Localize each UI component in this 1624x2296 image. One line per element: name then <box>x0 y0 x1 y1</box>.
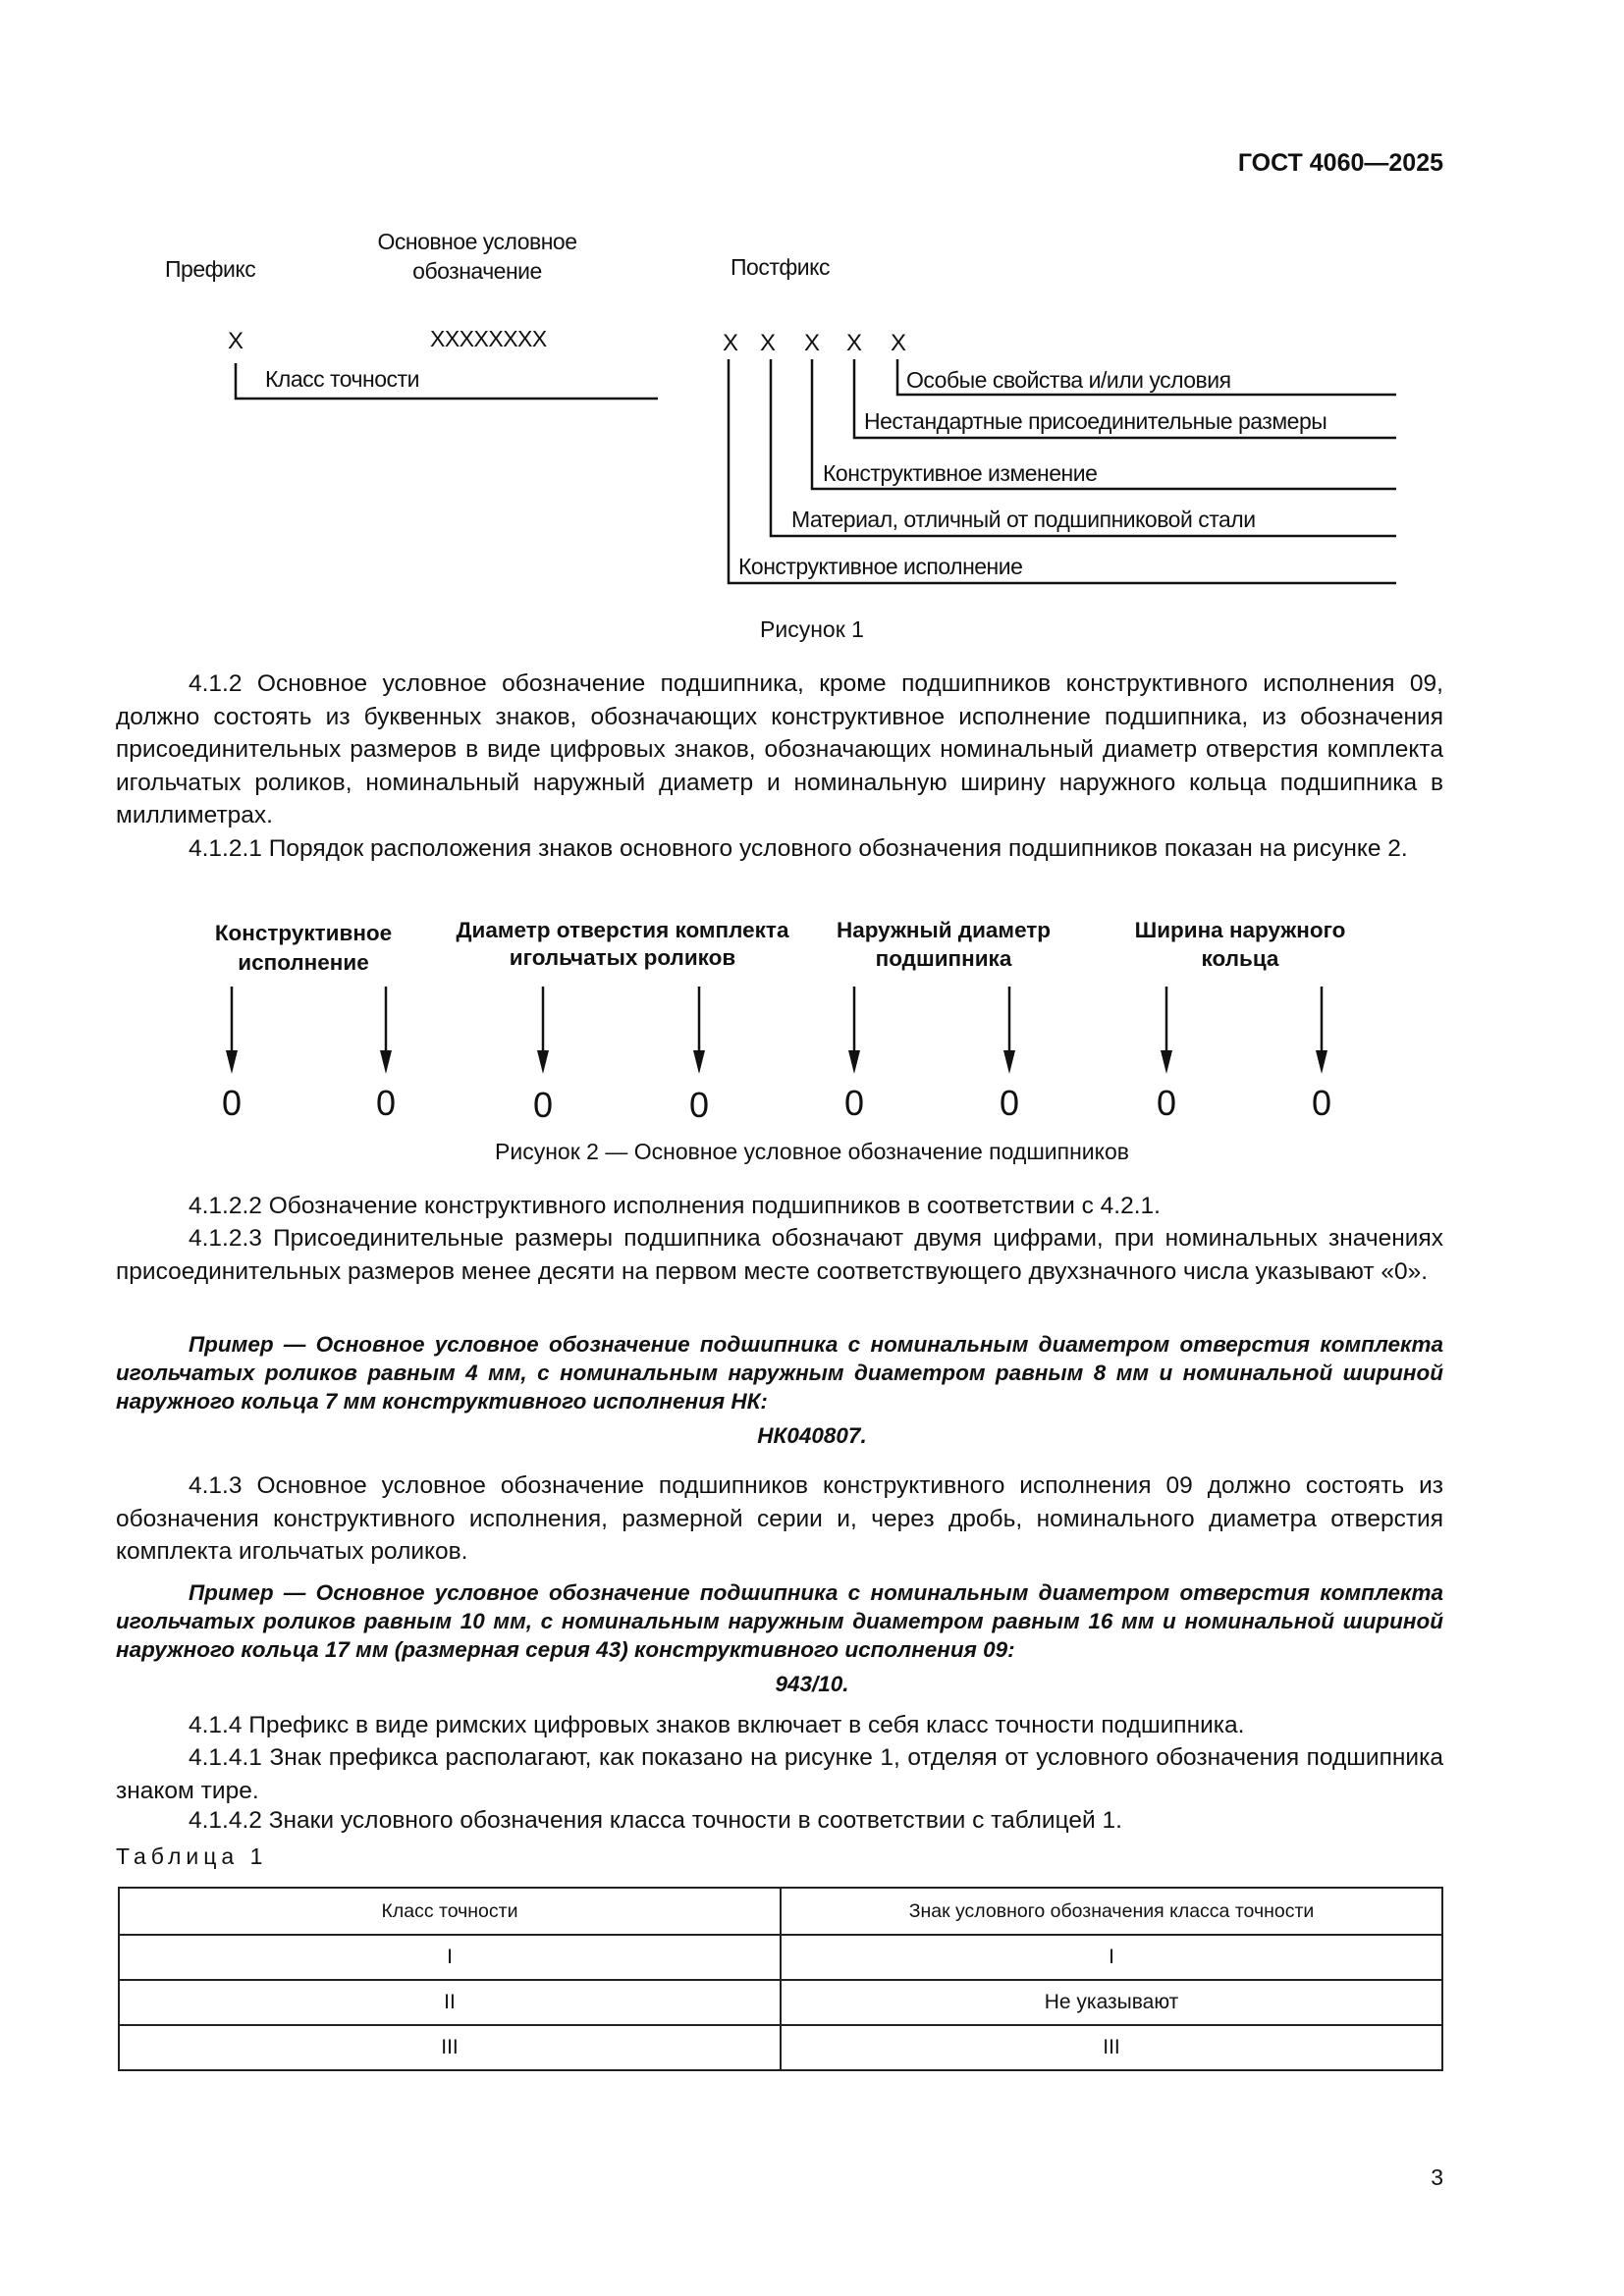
digit-4: 0 <box>688 1085 710 1125</box>
digit-6: 0 <box>999 1083 1020 1123</box>
table-row <box>119 2025 1442 2070</box>
example-1-code: НК040807. <box>757 1423 867 1448</box>
table-cell: III <box>781 2025 1442 2070</box>
postfix-label-4: Материал, отличный от подшипниковой стали <box>791 507 1256 532</box>
digit-5: 0 <box>843 1083 865 1123</box>
group-4-label-line1: Ширина наружного <box>1134 918 1346 942</box>
main-title-line1: Основное условное <box>377 229 577 254</box>
table-row <box>119 1980 1442 2025</box>
postfix-label-2: Нестандартные присоединительные размеры <box>864 408 1327 434</box>
example-2: Пример — Основное условное обозначение подшипника с номинальным диаметром отверстия комплекта игольчатых роликов равным 10 мм, с номинальным наружным диаметром равным 16 мм и номинальной шириной наружного кольца 17 мм (размерная серия 43) конструктивного исполнения 09: <box>116 1580 1443 1662</box>
group-1-label-line1: Конструктивное <box>214 921 393 945</box>
figure-1-caption: Рисунок 1 <box>760 616 864 642</box>
group-1-label-line2: исполнение <box>238 950 369 975</box>
table-header-row <box>119 1888 1442 1935</box>
table-cell: Не указывают <box>781 1980 1442 2025</box>
table-cell: I <box>781 1935 1442 1980</box>
arrow-head-2 <box>380 1050 392 1074</box>
arrow-head-1 <box>226 1050 238 1074</box>
paragraph-4-1-4-2: 4.1.4.2 Знаки условного обозначения класса точности в соответствии с таблицей 1. <box>189 1807 1122 1834</box>
example-2-code: 943/10. <box>775 1672 849 1696</box>
group-4-label-line2: кольца <box>1201 946 1279 971</box>
table-cell: II <box>119 1980 781 2025</box>
table-1-caption: Таблица 1 <box>116 1843 268 1869</box>
main-mark: ХХХХХХХХ <box>430 326 547 351</box>
postfix-mark-2: Х <box>760 330 776 356</box>
table-header-cell: Класс точности <box>119 1888 781 1935</box>
postfix-label-1: Особые свойства и/или условия <box>906 367 1231 393</box>
arrow-head-6 <box>1003 1050 1015 1074</box>
group-3-label-line2: подшипника <box>875 946 1012 971</box>
postfix-label-5: Конструктивное исполнение <box>738 554 1023 579</box>
group-2-label-line1: Диаметр отверстия комплекта <box>456 918 789 942</box>
postfix-mark-4: Х <box>846 330 862 356</box>
paragraph-4-1-2-1: 4.1.2.1 Порядок расположения знаков основного условного обозначения подшипников показан на рисунке 2. <box>189 835 1408 862</box>
arrow-head-5 <box>848 1050 860 1074</box>
table-row <box>119 1935 1442 1980</box>
table-cell: I <box>119 1935 781 1980</box>
group-3-label-line1: Наружный диаметр <box>836 918 1052 942</box>
paragraph-4-1-4-1: 4.1.4.1 Знак префикса располагают, как показано на рисунке 1, отделяя от условного обозначения подшипника знаком тире. <box>116 1744 1443 1804</box>
main-title-line2: обозначение <box>412 258 542 284</box>
prefix-title: Префикс <box>165 256 256 282</box>
postfix-label-3: Конструктивное изменение <box>823 460 1098 486</box>
standard-header: ГОСТ 4060—2025 <box>1237 149 1443 177</box>
digit-8: 0 <box>1311 1083 1332 1123</box>
table-header-cell: Знак условного обозначения класса точности <box>781 1888 1442 1935</box>
accuracy-class-label: Класс точности <box>265 366 419 392</box>
paragraph-4-1-2-2: 4.1.2.2 Обозначение конструктивного исполнения подшипников в соответствии с 4.2.1. <box>189 1193 1161 1219</box>
postfix-mark-1: Х <box>723 330 738 356</box>
digit-1: 0 <box>221 1083 243 1123</box>
table-1 <box>118 1887 1443 2071</box>
paragraph-4-1-2-3: 4.1.2.3 Присоединительные размеры подшипника обозначают двумя цифрами, при номинальных значениях присоединительных размеров менее десяти на первом месте соответствующего двухзначного числа указывают «0». <box>116 1225 1443 1285</box>
figure-2-caption: Рисунок 2 — Основное условное обозначение подшипников <box>495 1139 1129 1164</box>
group-2-label-line2: игольчатых роликов <box>509 945 736 970</box>
postfix-mark-3: Х <box>804 330 820 356</box>
arrow-head-7 <box>1161 1050 1172 1074</box>
prefix-mark: Х <box>228 328 244 354</box>
digit-7: 0 <box>1156 1083 1177 1123</box>
digit-2: 0 <box>375 1083 397 1123</box>
paragraph-4-1-2: 4.1.2 Основное условное обозначение подшипника, кроме подшипников конструктивного исполнения 09, должно состоять из буквенных знаков, обозначающих конструктивное исполнение подшипника, из обозначения присоединительных размеров в виде цифровых знаков, обозначающих номинальный диаметр отверстия комплекта игольчатых роликов, номинальный наружный диаметр и номинальную ширину наружного кольца подшипника в миллиметрах. <box>116 670 1443 828</box>
table-cell: III <box>119 2025 781 2070</box>
paragraph-4-1-4: 4.1.4 Префикс в виде римских цифровых знаков включает в себя класс точности подшипника. <box>189 1712 1245 1738</box>
arrow-head-3 <box>537 1050 549 1074</box>
paragraph-4-1-3: 4.1.3 Основное условное обозначение подшипников конструктивного исполнения 09 должно состоять из обозначения конструктивного исполнения, размерной серии и, через дробь, номинального диаметра отверстия комплекта игольчатых роликов. <box>116 1472 1443 1565</box>
page-number: 3 <box>1431 2164 1443 2190</box>
arrow-head-4 <box>693 1050 705 1074</box>
digit-3: 0 <box>532 1085 554 1125</box>
postfix-mark-5: Х <box>891 330 906 356</box>
arrow-head-8 <box>1316 1050 1327 1074</box>
example-1: Пример — Основное условное обозначение подшипника с номинальным диаметром отверстия комплекта игольчатых роликов равным 4 мм, с номинальным наружным диаметром равным 8 мм и номинальной шириной наружного кольца 7 мм конструктивного исполнения НК: <box>116 1332 1443 1414</box>
postfix-title: Постфикс <box>731 254 830 280</box>
